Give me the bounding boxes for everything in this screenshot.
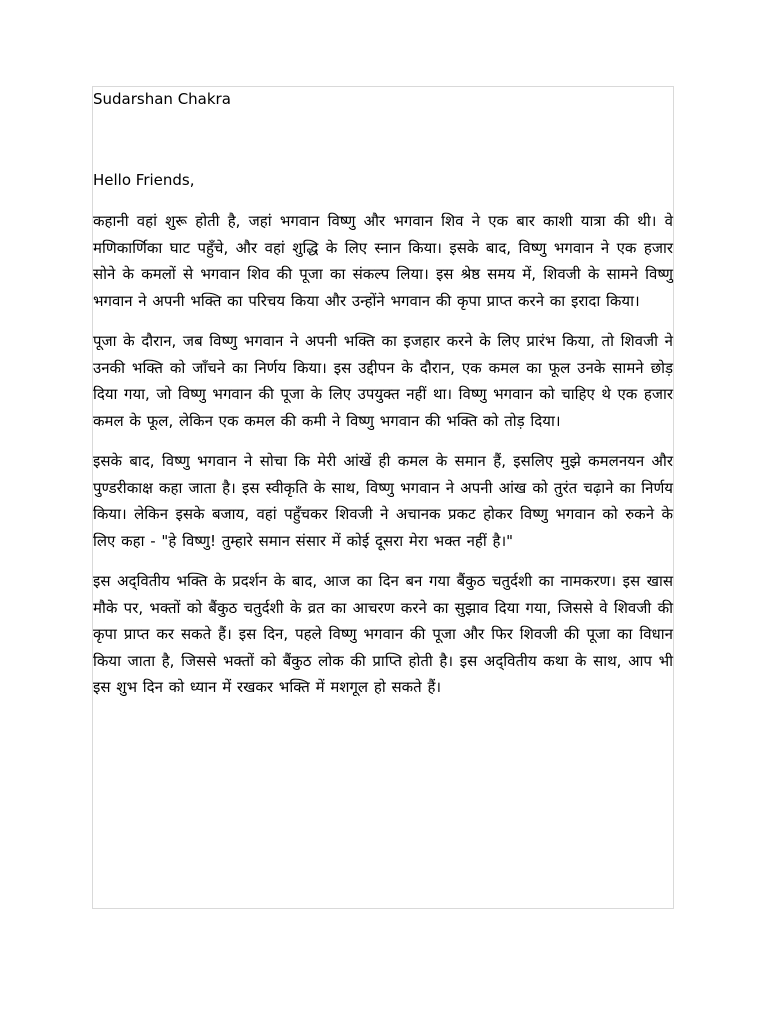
paragraph-4: इस अद्‌वितीय भक्ति के प्रदर्शन के बाद, आज का दिन बन गया बैंकुठ चतुर्दशी का नामकरण। इस खास मौके पर, भक्तों को बैंकुठ चतुर्दशी के व्रत का आचरण करने का सुझाव दिया गया, जिससे वे शिवजी की कृपा प्राप्त कर सकते हैं। इस दिन, पहले विष्णु भगवान की पूजा और फिर शिवजी की पूजा का विधान किया जाता है, जिससे भक्तों को बैंकुठ लोक की प्राप्ति होती है। इस अद्‌वितीय कथा के साथ, आप भी इस शुभ दिन को ध्यान में रखकर भक्ति में मशगूल हो सकते हैं। [93, 572, 673, 696]
story-paragraphs [93, 208, 673, 715]
paragraph-1: कहानी वहां शुरू होती है, जहां भगवान विष्णु और भगवान शिव ने एक बार काशी यात्रा की थी। वे मणिकार्णिका घाट पहुँचे, और वहां शुद्धि के लिए स्नान किया। इसके बाद, विष्णु भगवान ने एक हजार सोने के कमलों से भगवान शिव की पूजा का संकल्प लिया। इस श्रेष्ठ समय में, शिवजी के सामने विष्णु भगवान ने अपनी भक्ति का परिचय किया और उन्होंने भगवान की कृपा प्राप्त करने का इरादा किया। [93, 212, 673, 310]
document-title: Sudarshan Chakra [93, 90, 231, 108]
paragraph-3: इसके बाद, विष्णु भगवान ने सोचा कि मेरी आंखें ही कमल के समान हैं, इसलिए मुझे कमलनयन और पुण्डरीकाक्ष कहा जाता है। इस स्वीकृति के साथ, विष्णु भगवान ने अपनी आंख को तुरंत चढ़ाने का निर्णय किया। लेकिन इसके बजाय, वहां पहुँचकर शिवजी ने अचानक प्रकट होकर विष्णु भगवान को रुकने के लिए कहा - "हे विष्णु! तुम्हारे समान संसार में कोई दूसरा मेरा भक्त नहीं है।" [93, 452, 673, 550]
greeting-line: Hello Friends, [93, 171, 195, 189]
document-body [93, 87, 673, 696]
paragraph-2: पूजा के दौरान, जब विष्णु भगवान ने अपनी भक्ति का इजहार करने के लिए प्रारंभ किया, तो शिवजी ने उनकी भक्ति को जाँचने का निर्णय किया। इस उद्दीपन के दौरान, एक कमल का फूल उनके सामने छोड़ दिया गया, जो विष्णु भगवान की पूजा के लिए उपयुक्त नहीं था। विष्णु भगवान को चाहिए थे एक हजार कमल के फूल, लेकिन एक कमल की कमी ने विष्णु भगवान की भक्ति को तोड़ दिया। [93, 332, 673, 430]
